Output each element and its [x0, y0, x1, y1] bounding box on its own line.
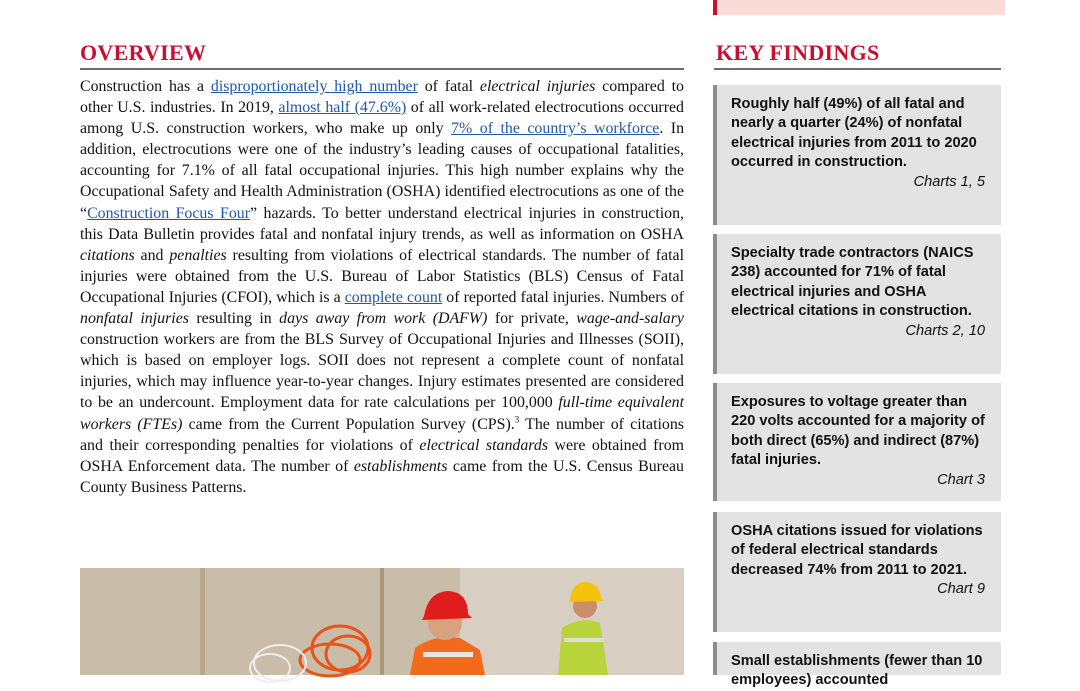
- overview-text-run: resulting in: [188, 310, 280, 328]
- key-finding-text: Exposures to voltage greater than 220 volts accounted for a majority of both direct (65%) and indirect (87%) fatal injuries.: [731, 394, 985, 469]
- overview-emphasis: penalties: [169, 246, 227, 264]
- overview-emphasis: full-time equivalent workers (FTEs): [80, 394, 684, 433]
- overview-text-run: The number of citations and their corresponding penalties for violations of: [80, 415, 684, 454]
- overview-link[interactable]: complete count: [344, 288, 443, 306]
- key-finding-chart-ref: Chart 3: [937, 471, 985, 488]
- overview-emphasis: wage-and-salary: [576, 310, 684, 328]
- key-finding-chart-ref: Chart 9: [937, 581, 985, 598]
- overview-text-run: . In addition, electrocutions were one of the industry’s leading causes of occupational fatalities, accounting for 7.1% of all fatal occupational injuries. This high number explains why the Occupational Safety and Health Administration (OSHA) identified electrocutions as one of the “: [80, 120, 685, 222]
- key-finding-card: [713, 383, 1001, 501]
- overview-link[interactable]: 7% of the country’s workforce: [451, 120, 660, 138]
- overview-text-run: of fatal: [417, 78, 480, 95]
- overview-text-run: of all work-related electrocutions occurred among U.S. construction workers, who make up only: [80, 99, 684, 138]
- overview-text-run: Construction has a: [80, 78, 211, 95]
- overview-link[interactable]: Construction Focus Four: [87, 204, 251, 222]
- key-finding-card: [713, 85, 1001, 225]
- overview-text-run: were obtained from OSHA Enforcement data. The number of: [80, 436, 684, 475]
- overview-text-run: ” hazards. To better understand electrical injuries in construction, this Data Bulletin provides fatal and nonfatal injury trends, as well as information on OSHA: [80, 204, 685, 243]
- overview-emphasis: electrical standards: [419, 436, 549, 454]
- key-finding-card: [713, 234, 1001, 374]
- overview-emphasis: nonfatal injuries: [80, 310, 189, 328]
- overview-link[interactable]: almost half (47.6%): [278, 99, 407, 117]
- top-callout-box: [713, 0, 1005, 15]
- key-finding-text: OSHA citations issued for violations of federal electrical standards decreased 74% from 2011 to 2021.: [731, 523, 983, 578]
- key-findings-heading-rule: [714, 68, 1001, 70]
- key-finding-chart-ref: Charts 1, 5: [913, 173, 985, 190]
- overview-text-run: came from the Current Population Survey (CPS).: [182, 415, 515, 433]
- key-finding-card: [713, 642, 1001, 689]
- overview-emphasis: establishments: [353, 457, 448, 475]
- overview-text-run: compared to other U.S. industries. In 2019,: [80, 78, 684, 117]
- overview-text-run: and: [134, 246, 170, 264]
- overview-text-run: resulting from violations of electrical standards. The number of fatal injuries were obtained from the U.S. Bureau of Labor Statistics (BLS) Census of Fatal Occupational Injuries (CFOI), which is a: [80, 246, 684, 306]
- overview-emphasis: electrical injuries: [479, 78, 596, 95]
- footnote-marker: 3: [514, 414, 520, 425]
- overview-text-run: of reported fatal injuries. Numbers of: [442, 288, 684, 306]
- overview-heading-rule: [80, 68, 684, 70]
- construction-workers-photo: [80, 568, 684, 675]
- overview-emphasis: citations: [80, 246, 135, 264]
- overview-text-run: came from the U.S. Census Bureau County Business Patterns.: [80, 457, 684, 496]
- overview-text-run: construction workers are from the BLS Survey of Occupational Injuries and Illnesses (SOII), which is based on employer logs. SOII does not represent a complete count of nonfatal injuries, which may influence year-to-year changes. Injury estimates presented are considered to be an undercount. Employment data for rate calculations per 100,000: [80, 331, 684, 412]
- key-finding-text: Roughly half (49%) of all fatal and nearly a quarter (24%) of nonfatal electrical injuries from 2011 to 2020 occurred in construction.: [731, 96, 977, 171]
- overview-emphasis: days away from work (DAFW): [279, 310, 488, 328]
- key-finding-text: Specialty trade contractors (NAICS 238) accounted for 71% of fatal electrical injuries and OSHA electrical citations in construction.: [731, 245, 974, 320]
- overview-text-run: for private,: [487, 310, 577, 328]
- overview-paragraph: [80, 76, 684, 498]
- key-findings-heading: KEY FINDINGS: [716, 40, 880, 65]
- overview-link[interactable]: disproportionately high number: [210, 78, 418, 95]
- key-finding-chart-ref: Charts 2, 10: [905, 322, 985, 339]
- photo-illustration: [80, 568, 684, 675]
- overview-heading: OVERVIEW: [80, 40, 207, 65]
- key-finding-text: Small establishments (fewer than 10 employees) accounted: [731, 653, 983, 689]
- key-finding-card: [713, 512, 1001, 632]
